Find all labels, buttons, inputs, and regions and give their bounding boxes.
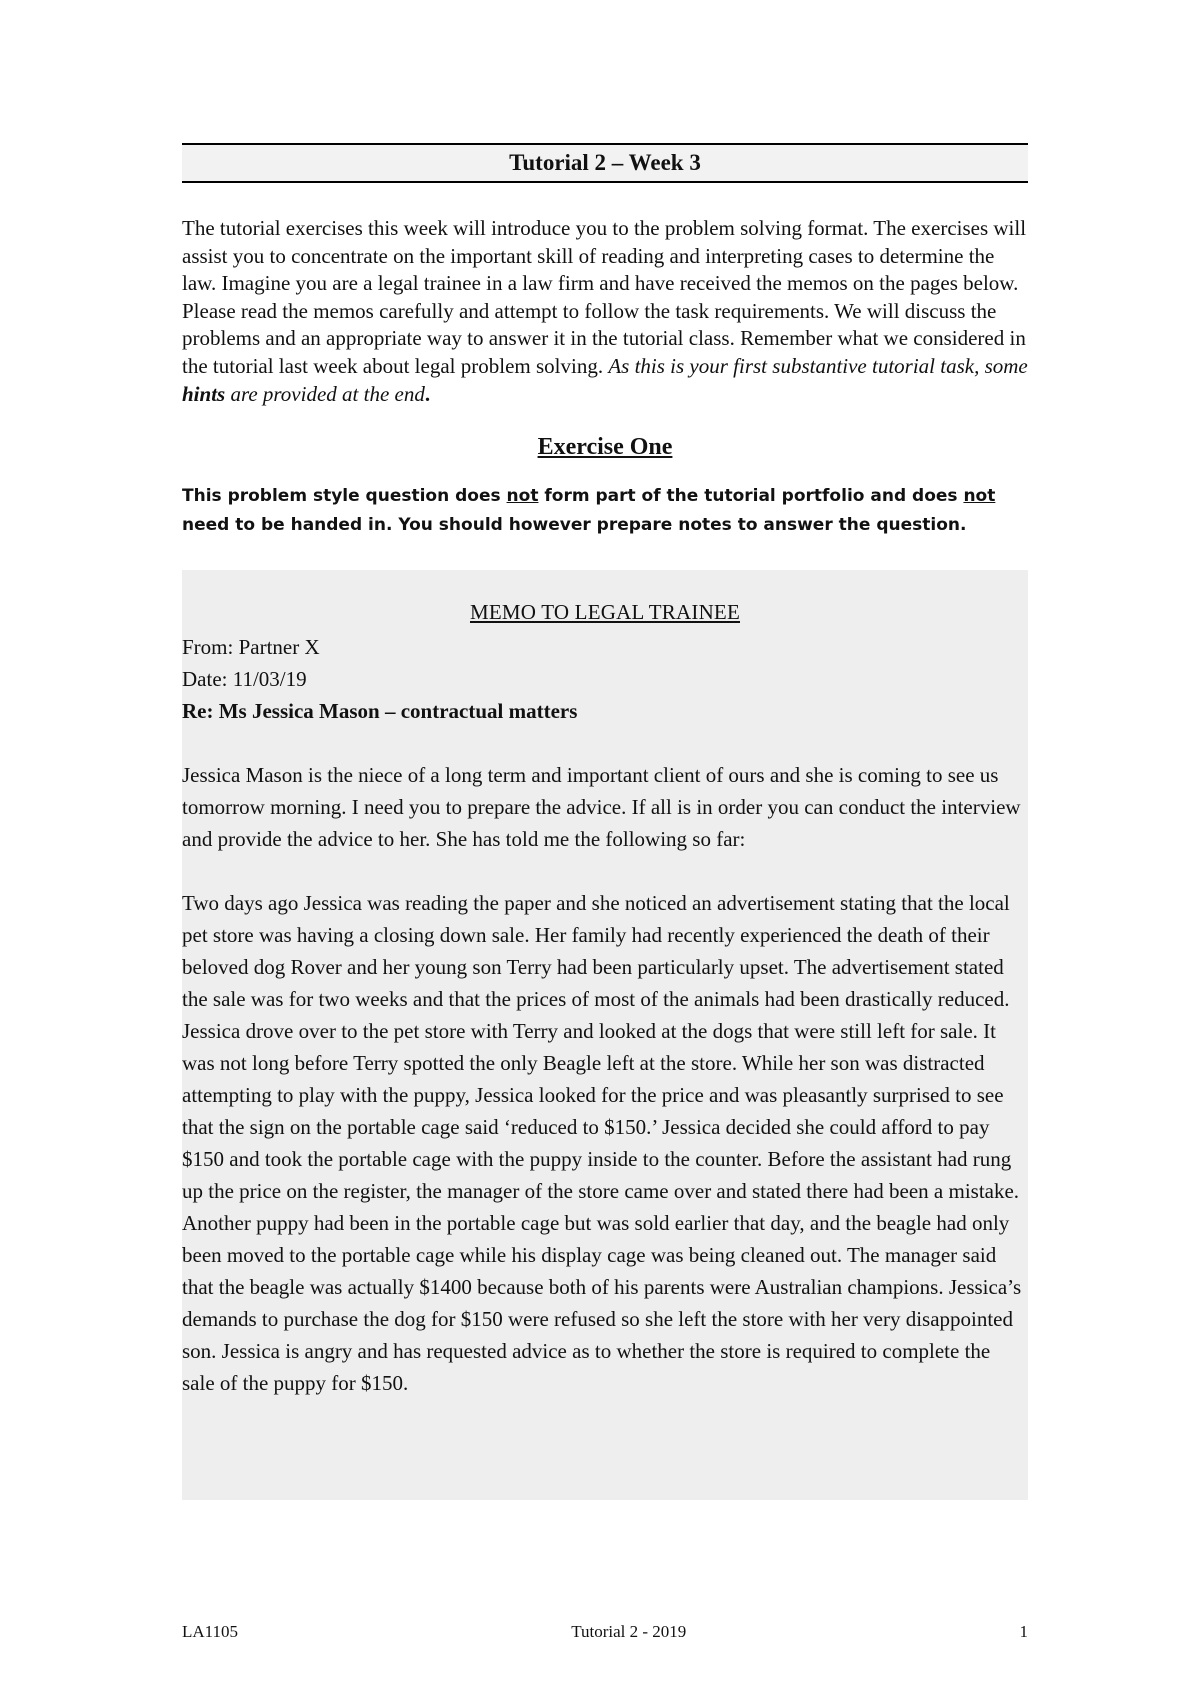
footer-course-code: LA1105 xyxy=(182,1622,239,1641)
intro-text: The tutorial exercises this week will introduce you to the problem solving format. The exercises will assist you to concentrate on the important skill of reading and interpreting cases to determine the law. Imagine you are a legal trainee in a law firm and have received the memos on the pages below. Please read the memos carefully and attempt to follow the task requirements. We will discuss the problems and an appropriate way to answer it in the tutorial class. Remember what we considered in the tutorial last week about legal problem solving. xyxy=(182,216,1027,378)
instruction-part-3: need to be handed in. You should however prepare notes to answer the question. xyxy=(182,515,967,536)
memo-heading: MEMO TO LEGAL TRAINEE xyxy=(470,600,740,625)
instruction-not-2: not xyxy=(963,486,996,507)
hint-text-pre: As this is your first substantive tutorial task, some xyxy=(608,353,1028,378)
instruction-not-1: not xyxy=(506,486,539,507)
footer-title: Tutorial 2 - 2019 xyxy=(571,1622,687,1641)
memo-paragraph-2: Two days ago Jessica was reading the paper and she noticed an advertisement stating that the local pet store was having a closing down sale. Her family had recently experienced the death of their beloved dog Rover and her young son Terry had been particularly upset. The advertisement stated the sale was for two weeks and that the prices of most of the animals had been drastically reduced. Jessica drove over to the pet store with Terry and looked at the dogs that were still left for sale. It was not long before Terry spotted the only Beagle left at the store. While her son was distracted attempting to play with the puppy, Jessica looked for the price and was pleasantly surprised to see that the sign on the portable cage said ‘reduced to $150.’ Jessica decided she could afford to pay $150 and took the portable cage with the puppy inside to the counter. Before the assistant had rung up the price on the register, the manager of the store came over and stated there had been a mistake. Another puppy had been in the portable cage but was sold earlier that day, and the beagle had only been moved to the portable cage while his display cage was being cleaned out. The manager said that the beagle was actually $1400 because both of his parents were Australian champions. Jessica’s demands to purchase the dog for $150 were refused so she left the store with her very disappointed son. Jessica is angry and has requested advice as to whether the store is required to complete the sale of the puppy for $150. xyxy=(182,891,1022,1396)
instruction-note xyxy=(182,482,1028,540)
document-page xyxy=(182,143,1028,1500)
memo-from: From: Partner X xyxy=(182,635,320,660)
memo-box xyxy=(182,570,1028,1500)
page-title: Tutorial 2 – Week 3 xyxy=(182,143,1028,183)
footer-page-number: 1 xyxy=(1019,1622,1028,1641)
hint-text-post: are provided at the end xyxy=(225,381,425,406)
memo-subject: Re: Ms Jessica Mason – contractual matters xyxy=(182,699,578,724)
instruction-part-1: This problem style question does xyxy=(182,486,507,507)
exercise-heading: Exercise One xyxy=(537,434,673,461)
intro-paragraph xyxy=(182,215,1028,408)
page-footer xyxy=(182,1622,1028,1642)
memo-paragraph-1: Jessica Mason is the niece of a long term and important client of ours and she is coming to see us tomorrow morning. I need you to prepare the advice. If all is in order you can conduct the interview and provide the advice to her. She has told me the following so far: xyxy=(182,763,1021,852)
hint-keyword: hints xyxy=(182,381,226,406)
instruction-part-2: form part of the tutorial portfolio and does xyxy=(538,486,964,507)
memo-date: Date: 11/03/19 xyxy=(182,667,307,692)
hint-period: . xyxy=(424,381,431,406)
